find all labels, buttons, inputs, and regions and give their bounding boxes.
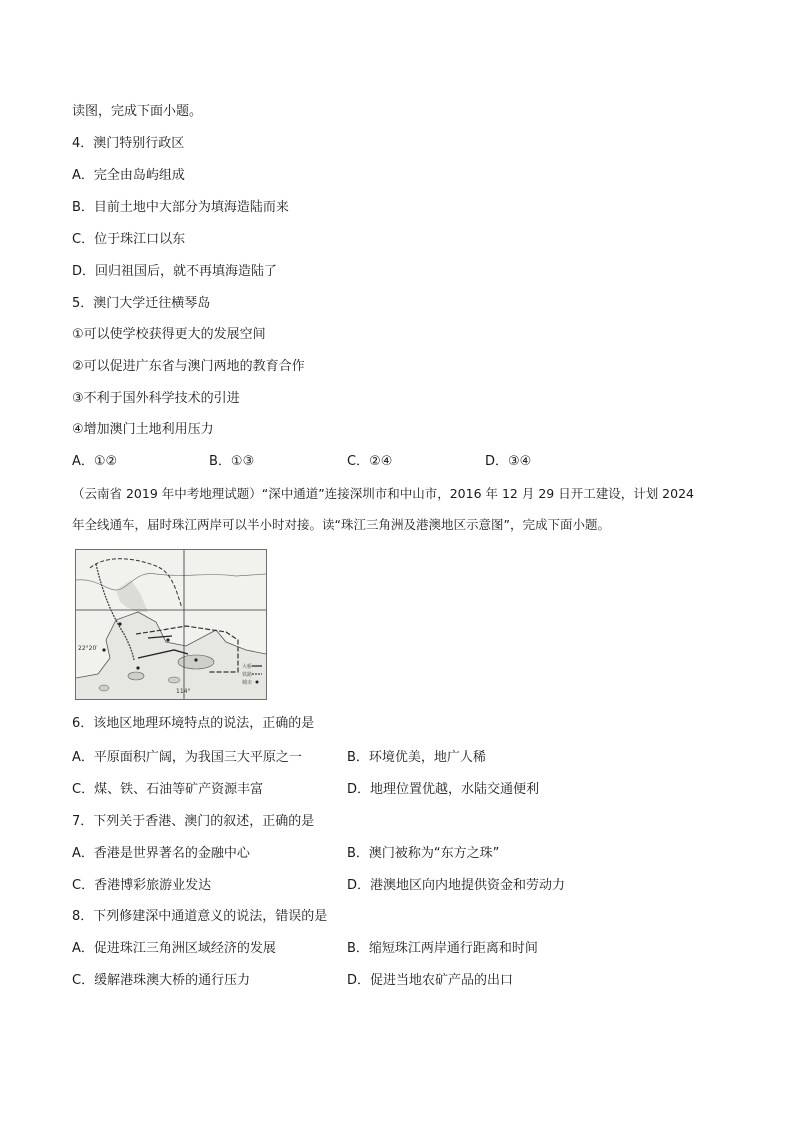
question-8-option-b: B．缩短珠江两岸通行距离和时间	[347, 941, 538, 956]
question-4-stem: 4．澳门特别行政区	[72, 136, 185, 151]
question-6-option-b: B．环境优美，地广人稀	[347, 750, 486, 765]
question-5-statement-4: ④增加澳门土地利用压力	[72, 422, 214, 437]
question-4-option-a: A．完全由岛屿组成	[72, 168, 185, 183]
question-7-stem: 7．下列关于香港、澳门的叙述，正确的是	[72, 814, 315, 829]
question-4-option-c: C．位于珠江口以东	[72, 232, 186, 247]
question-8-option-c: C．缓解港珠澳大桥的通行压力	[72, 973, 251, 988]
question-6-option-a: A．平原面积广阔，为我国三大平原之一	[72, 750, 302, 765]
question-8-option-a: A．促进珠江三角洲区域经济的发展	[72, 941, 276, 956]
question-5-option-c: C．②④	[347, 454, 393, 469]
question-5-statement-1: ①可以使学校获得更大的发展空间	[72, 327, 266, 342]
question-7-option-a: A．香港是世界著名的金融中心	[72, 846, 250, 861]
pearl-river-delta-map	[75, 549, 267, 700]
question-7-option-d: D．港澳地区向内地提供资金和劳动力	[347, 878, 566, 893]
question-4-option-b: B．目前土地中大部分为填海造陆而来	[72, 200, 289, 215]
question-5-statement-2: ②可以促进广东省与澳门两地的教育合作	[72, 359, 305, 374]
question-6-option-c: C．煤、铁、石油等矿产资源丰富	[72, 782, 264, 797]
question-5-option-a: A．①②	[72, 454, 118, 469]
question-7-option-b: B．澳门被称为“东方之珠”	[347, 846, 500, 861]
passage-line-1: （云南省 2019 年中考地理试题）“深中通道”连接深圳市和中山市，2016 年 12 月 29 日开工建设，计划 2024	[72, 486, 694, 501]
legend-bridge-label: 大桥	[242, 664, 253, 670]
question-7-option-c: C．香港博彩旅游业发达	[72, 878, 212, 893]
question-5-option-b: B．①③	[209, 454, 255, 469]
question-6-stem: 6．该地区地理环境特点的说法，正确的是	[72, 716, 315, 731]
question-5-option-d: D．③④	[485, 454, 532, 469]
question-5-statement-3: ③不利于国外科学技术的引进	[72, 391, 240, 406]
question-8-stem: 8．下列修建深中通道意义的说法，错误的是	[72, 909, 328, 924]
question-6-option-d: D．地理位置优越，水陆交通便利	[347, 782, 540, 797]
legend-city-label: 城市	[242, 680, 253, 686]
question-4-option-d: D．回归祖国后，就不再填海造陆了	[72, 264, 278, 279]
question-8-option-d: D．促进当地农矿产品的出口	[347, 973, 514, 988]
instruction-text: 读图，完成下面小题。	[72, 104, 203, 119]
longitude-label: 114°	[176, 688, 191, 695]
latitude-label: 22°20′	[78, 645, 98, 652]
legend-city-symbol	[256, 681, 259, 684]
question-5-stem: 5．澳门大学迁往横琴岛	[72, 296, 211, 311]
legend-railway-label: 铁路	[242, 672, 253, 678]
passage-line-2: 年全线通车，届时珠江两岸可以半小时对接。读“珠江三角洲及港澳地区示意图”，完成下面小题。	[72, 517, 610, 532]
